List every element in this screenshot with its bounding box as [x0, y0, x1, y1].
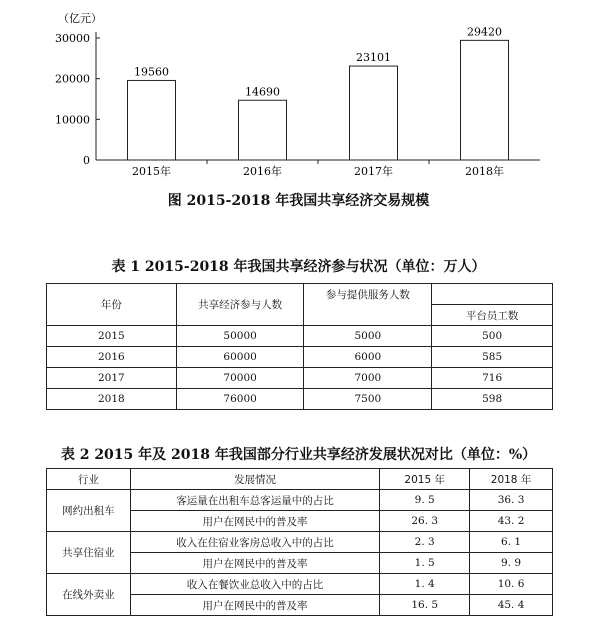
table2-title: 表 2 2015 年及 2018 年我国部分行业共享经济发展状况对比（单位：%） — [60, 447, 537, 463]
table-cell: 585 — [432, 347, 553, 368]
table-cell: 用户在网民中的普及率 — [130, 553, 379, 574]
bar-data-label: 29420 — [467, 25, 502, 39]
table-row — [47, 368, 553, 389]
table2 — [46, 468, 553, 616]
table-cell: 用户在网民中的普及率 — [130, 511, 379, 532]
table-cell: 2017 — [47, 368, 177, 389]
bar-2017年 — [350, 66, 398, 160]
table-row — [47, 389, 553, 410]
table-cell: 1. 4 — [380, 574, 470, 595]
table-row — [47, 326, 553, 347]
chart-title: 图 2015-2018 年我国共享经济交易规模 — [167, 193, 430, 209]
table2-header-2015: 2015 年 — [380, 469, 470, 490]
table-cell: 10. 6 — [470, 574, 553, 595]
table-row — [47, 574, 553, 595]
table-cell: 9. 9 — [470, 553, 553, 574]
industry-cell: 在线外卖业 — [47, 574, 131, 616]
table1 — [46, 283, 553, 410]
bar-data-label: 14690 — [245, 85, 280, 99]
table-cell: 2. 3 — [380, 532, 470, 553]
table1-header-year: 年份 — [47, 284, 177, 326]
bar-2018年 — [461, 40, 509, 160]
table-cell: 70000 — [176, 368, 304, 389]
table2-body — [47, 490, 553, 616]
table-cell: 2015 — [47, 326, 177, 347]
table-row — [47, 490, 553, 511]
table-cell: 收入在餐饮业总收入中的占比 — [130, 574, 379, 595]
table-cell: 2018 — [47, 389, 177, 410]
table-cell: 1. 5 — [380, 553, 470, 574]
table-cell: 用户在网民中的普及率 — [130, 595, 379, 616]
table-row — [47, 347, 553, 368]
table1-header-row — [47, 284, 553, 305]
table-cell: 16. 5 — [380, 595, 470, 616]
table-cell: 50000 — [176, 326, 304, 347]
table-cell: 9. 5 — [380, 490, 470, 511]
table-cell: 2016 — [47, 347, 177, 368]
table-cell: 26. 3 — [380, 511, 470, 532]
table1-header-empty — [432, 284, 553, 305]
table-cell: 60000 — [176, 347, 304, 368]
table-cell: 客运量在出租车总客运量中的占比 — [130, 490, 379, 511]
table-cell: 5000 — [304, 326, 432, 347]
table2-header-row — [47, 469, 553, 490]
bar-2015年 — [128, 80, 176, 160]
table-row — [47, 532, 553, 553]
y-tick-label: 20000 — [55, 72, 90, 86]
table1-header-staff: 平台员工数 — [432, 305, 553, 326]
chart-bars — [128, 25, 509, 160]
table-cell: 收入在住宿业客房总收入中的占比 — [130, 532, 379, 553]
table-cell: 76000 — [176, 389, 304, 410]
industry-cell: 网约出租车 — [47, 490, 131, 532]
table-cell: 36. 3 — [470, 490, 553, 511]
table-cell: 6000 — [304, 347, 432, 368]
bar-data-label: 23101 — [356, 51, 391, 65]
x-tick-label: 2018年 — [465, 165, 504, 178]
table-cell: 598 — [432, 389, 553, 410]
y-tick-label: 10000 — [55, 113, 90, 127]
x-tick-label: 2017年 — [354, 165, 393, 178]
table-cell: 45. 4 — [470, 595, 553, 616]
table1-header-providers: 参与提供服务人数 — [304, 284, 432, 305]
y-tick-label: 0 — [83, 154, 90, 167]
bar-chart — [0, 0, 597, 185]
x-tick-label: 2016年 — [243, 165, 282, 178]
table-cell: 500 — [432, 326, 553, 347]
table1-header-spacer — [304, 305, 432, 326]
table1-header-participants: 共享经济参与人数 — [176, 284, 304, 326]
table-cell: 7000 — [304, 368, 432, 389]
table1-body — [47, 326, 553, 410]
x-tick-label: 2015年 — [132, 165, 171, 178]
bar-data-label: 19560 — [134, 65, 169, 79]
bar-2016年 — [239, 100, 287, 160]
table-cell: 6. 1 — [470, 532, 553, 553]
y-axis-label: （亿元） — [58, 12, 102, 25]
table2-header-industry: 行业 — [47, 469, 131, 490]
industry-cell: 共享住宿业 — [47, 532, 131, 574]
table2-header-situation: 发展情况 — [130, 469, 379, 490]
table-cell: 716 — [432, 368, 553, 389]
table-cell: 7500 — [304, 389, 432, 410]
table-cell: 43. 2 — [470, 511, 553, 532]
table2-header-2018: 2018 年 — [470, 469, 553, 490]
y-tick-label: 30000 — [55, 32, 90, 45]
table1-title: 表 1 2015-2018 年我国共享经济参与状况（单位：万人） — [111, 259, 486, 275]
